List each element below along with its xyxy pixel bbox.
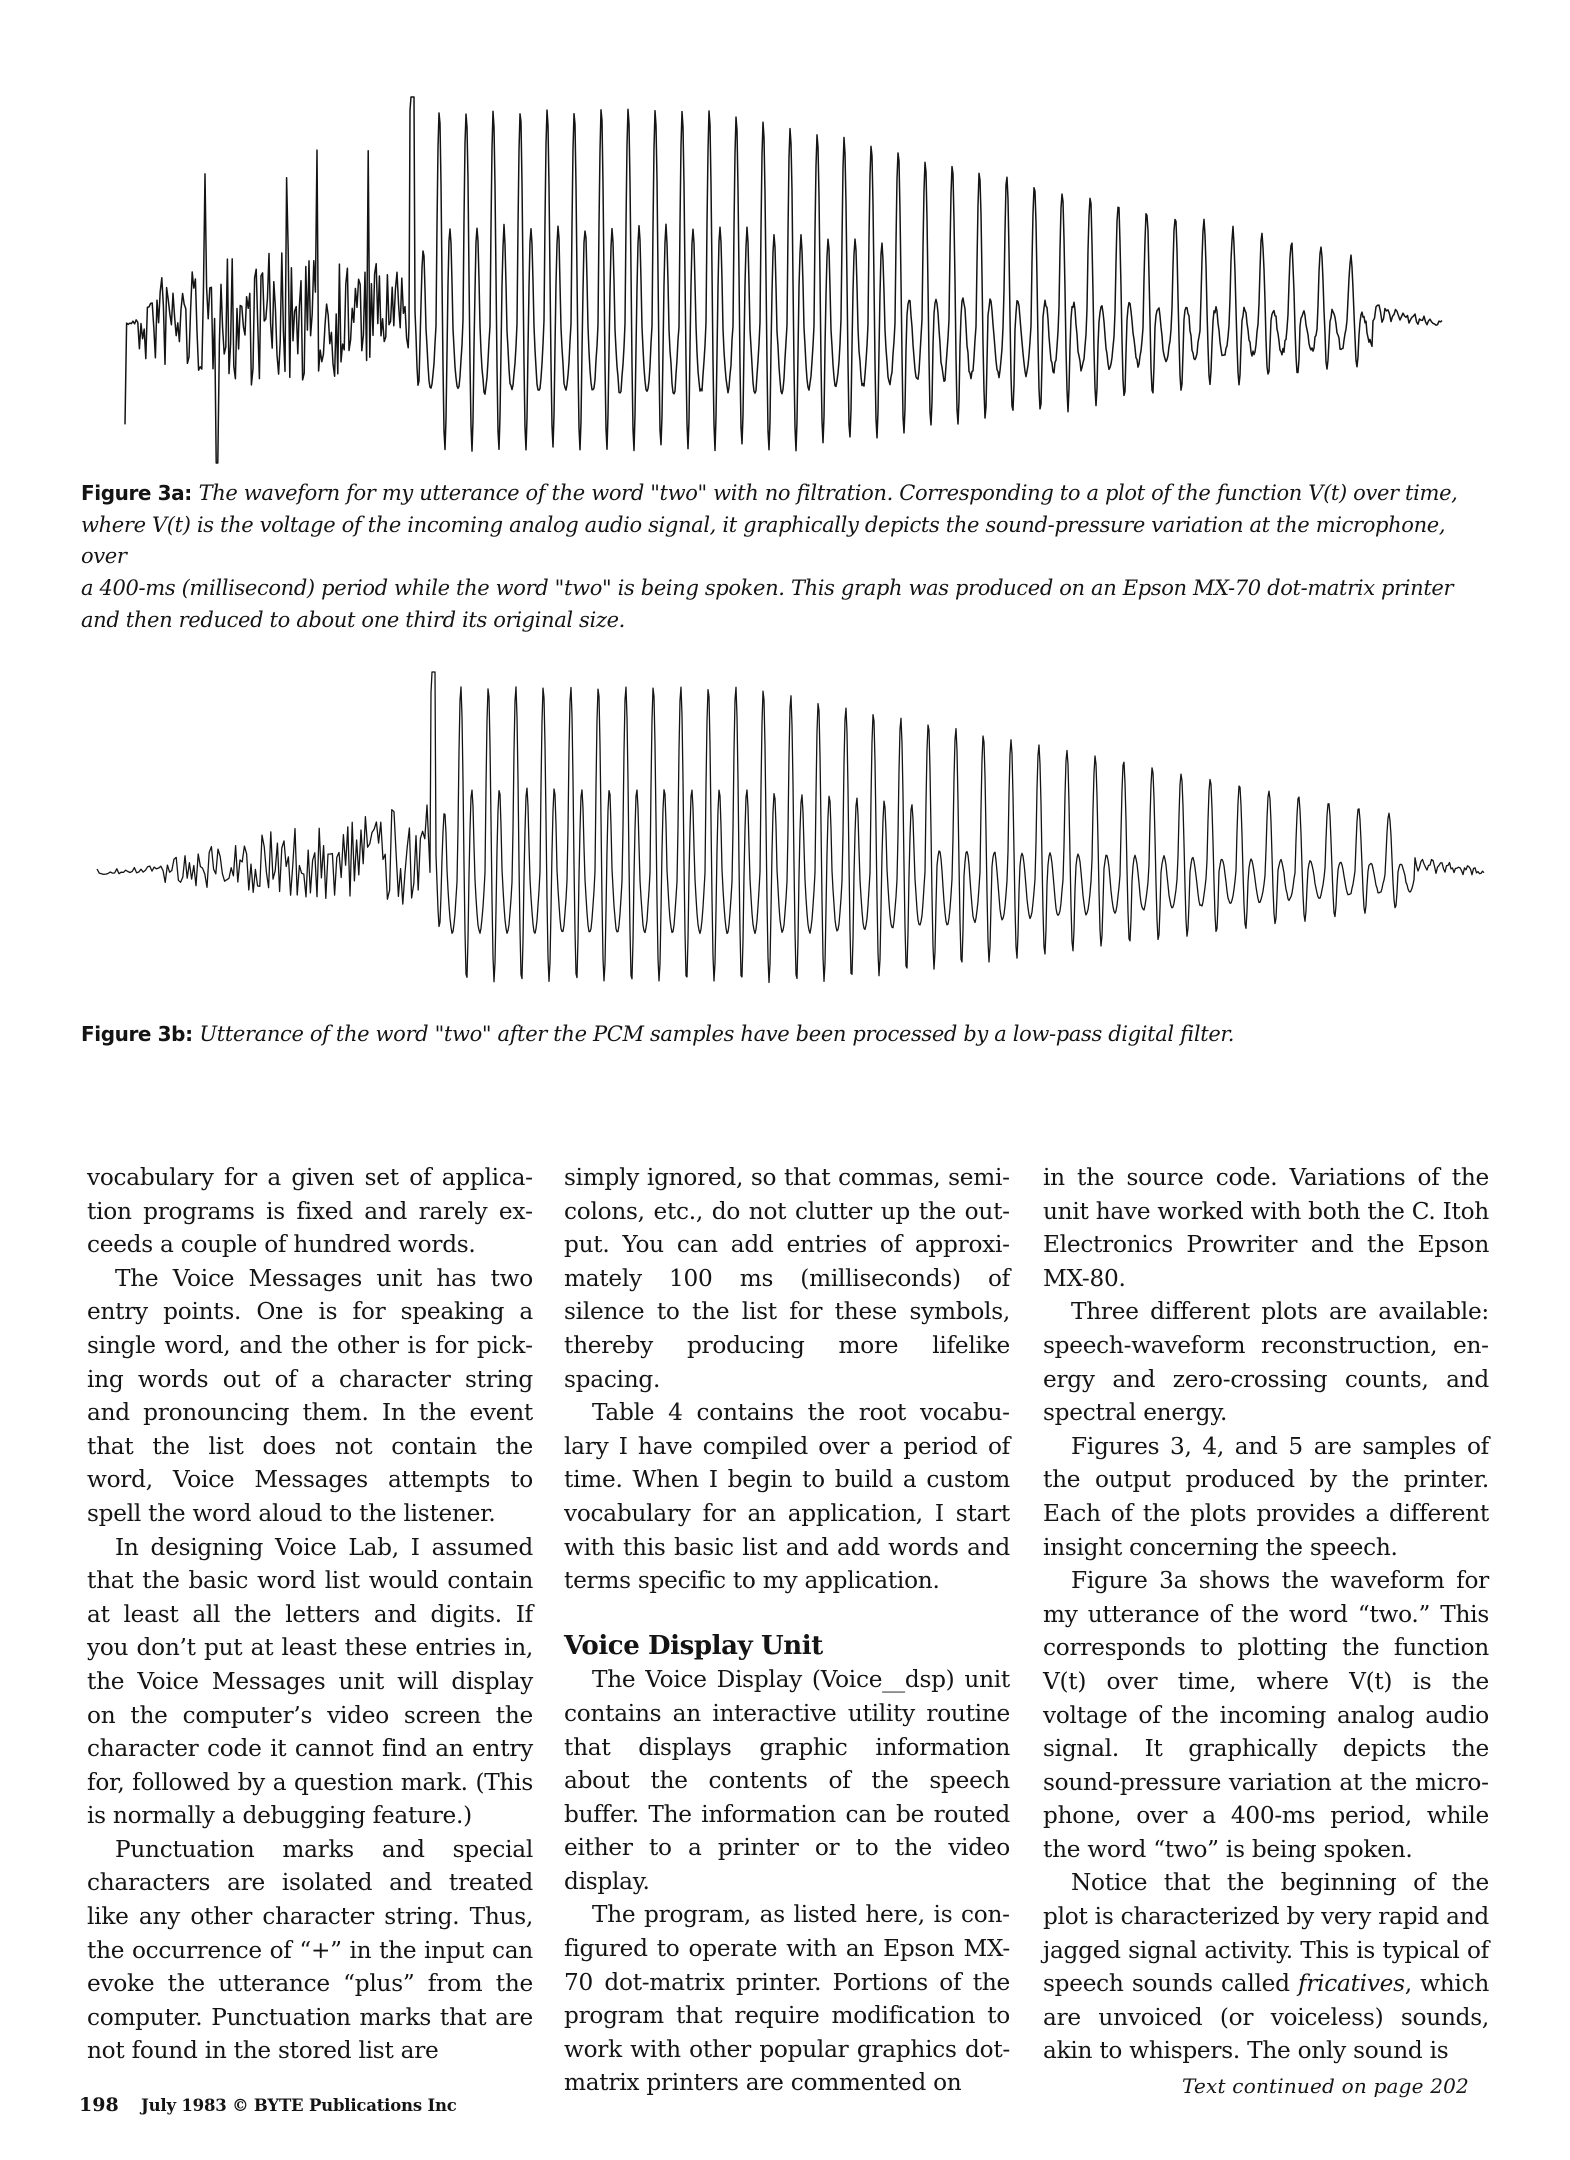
- waveform-trace: [125, 97, 1442, 463]
- copyright-line: July 1983 © BYTE Publications Inc: [141, 2096, 457, 2115]
- figure-3b-caption: [81, 1019, 1493, 1051]
- paragraph: The Voice Display (Voice__dsp) unit contains an interactive utility routine that displays graphic information about the contents of the speech buffer. The information can be routed either to a printer or to the video display.: [564, 1666, 1010, 1895]
- paragraph: Figures 3, 4, and 5 are samples of the output produced by the printer. Each of the plots provides a different insight concerning the speech.: [1043, 1432, 1489, 1561]
- paragraph: simply ignored, so that commas, semicolons, etc., do not clutter up the output. You can add entries of approximately 100 ms (milliseconds) of silence to the list for these symbols, thereby producing more lifelike spacing.: [564, 1164, 1010, 1393]
- figure-3a-caption: [81, 478, 1493, 637]
- continued-note: Text continued on page 202: [1182, 2074, 1469, 2099]
- paragraph: The Voice Messages unit has two entry points. One is for speaking a single word, and the other is for picking words out of a character string and pronouncing them. In the event that the list does not contain the word, Voice Messages attempts to spell the word aloud to the listener.: [87, 1264, 533, 1527]
- article-column-3: [1043, 1161, 1489, 2104]
- paragraph: Three different plots are available: speech-waveform reconstruction, energy and zero-crossing counts, and spectral energy.: [1043, 1298, 1489, 1427]
- caption-line: a 400-ms (millisecond) period while the word "two" is being spoken. This graph was produced on an Epson MX-70 dot-matrix printer: [81, 576, 1454, 601]
- paragraph: vocabulary for a given set of application programs is fixed and rarely exceeds a couple of hundred words.: [87, 1164, 533, 1259]
- page-number: 198: [79, 2094, 119, 2116]
- waveform-plot: [0, 670, 1570, 1000]
- article-column-2: [564, 1161, 1010, 2100]
- caption-line: and then reduced to about one third its original size.: [81, 607, 625, 632]
- paragraph: in the source code. Variations of the unit have worked with both the C. Itoh Electronics Prowriter and the Epson MX-80.: [1043, 1164, 1489, 1292]
- caption-line: Figure 3b: Utterance of the word "two" after the PCM samples have been processed by a low-pass digital filter.: [81, 1022, 1235, 1046]
- emphasized-term: fricatives: [1297, 1970, 1405, 1998]
- paragraph: The program, as listed here, is configured to operate with an Epson MX-70 dot-matrix printer. Portions of the program that require modification to work with other popular graphics dot-matrix printers are commented on: [564, 1901, 1010, 2097]
- waveform-trace: [97, 672, 1484, 983]
- page-footer: [79, 2094, 457, 2116]
- paragraph: In designing Voice Lab, I assumed that the basic word list would contain at least all the letters and digits. If you don’t put at least these entries in, the Voice Messages unit will display on the computer’s video screen the character code it cannot find an entry for, followed by a question mark. (This is normally a debugging feature.): [87, 1533, 533, 1830]
- caption-line: Figure 3a: The waveforn for my utterance of the word "two" with no filtration. Corresponding to a plot of the function V(t) over time,: [81, 481, 1458, 505]
- figure-3b-waveform: [0, 670, 1570, 1000]
- section-heading: Voice Display Unit: [564, 1630, 823, 1661]
- paragraph: Figure 3a shows the waveform for my utterance of the word “two.” This corresponds to plotting the function V(t) over time, where V(t) is the voltage of the incoming analog audio signal. It graphically depicts the sound-pressure variation at the microphone, over a 400-ms period, while the word “two” is being spoken.: [1043, 1567, 1489, 1863]
- waveform-plot: [0, 95, 1570, 465]
- caption-line: where V(t) is the voltage of the incoming analog audio signal, it graphically depicts the sound-pressure variation at the microphone, over: [81, 512, 1446, 569]
- figure-label: Figure 3b:: [81, 1022, 193, 1046]
- figure-3a-waveform: [0, 95, 1570, 465]
- paragraph: Notice that the beginning of the plot is characterized by very rapid and jagged signal activity. This is typical of speech sounds called fricatives, which are unvoiced (or voiceless) sounds, akin to whispers. The only sound is: [1043, 1869, 1489, 2065]
- paragraph: Table 4 contains the root vocabulary I have compiled over a period of time. When I begin to build a custom vocabulary for an application, I start with this basic list and add words and terms specific to my application.: [564, 1399, 1010, 1595]
- article-column-1: [87, 1161, 533, 2068]
- paragraph: Punctuation marks and special characters are isolated and treated like any other character string. Thus, the occurrence of “+” in the input can evoke the utterance “plus” from the computer. Punctuation marks that are not found in the stored list are: [87, 1835, 533, 2065]
- figure-label: Figure 3a:: [81, 481, 192, 505]
